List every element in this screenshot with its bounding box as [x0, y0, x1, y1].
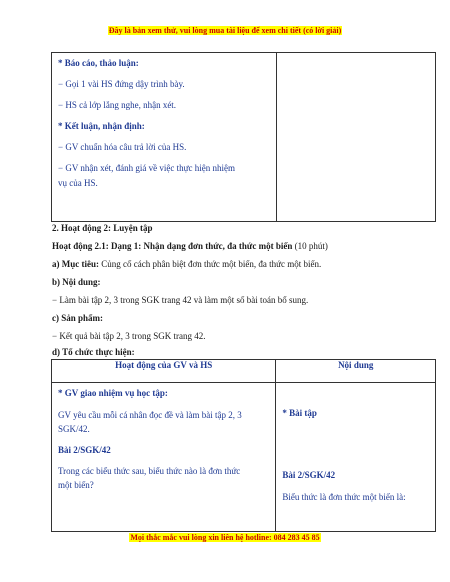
activity-title: Hoạt động 2.1: Dạng 1: Nhận dạng đơn thức, đa thức một biến (10 phút) — [52, 241, 328, 251]
answer-line: Biểu thức là đơn thức một biến là: — [282, 492, 406, 502]
content-line: − Làm bài tập 2, 3 trong SGK trang 42 và làm một số bài toán bổ sung. — [52, 295, 309, 305]
empty-cell — [276, 53, 435, 222]
discussion-table — [51, 52, 436, 222]
col-header-activity: Hoạt động của GV và HS — [52, 360, 276, 383]
product-label: c) Sản phẩm: — [52, 313, 104, 323]
exercise-heading: * Bài tập — [282, 408, 317, 418]
report-line-2: − HS cả lớp lắng nghe, nhận xét. — [58, 100, 177, 110]
preview-banner — [0, 26, 450, 35]
product-line: − Kết quả bài tập 2, 3 trong SGK trang 42. — [52, 331, 206, 341]
conclusion-line-2a: − GV nhận xét, đánh giá về việc thực hiện nhiệm — [58, 163, 235, 173]
goal-line: a) Mục tiêu: Củng cố cách phân biệt đơn thức một biến, đa thức một biến. — [52, 259, 322, 269]
col-header-content: Nội dung — [276, 360, 436, 383]
conclusion-line-2b: vụ của HS. — [58, 178, 98, 188]
task-line-1b: SGK/42. — [58, 424, 90, 434]
content-cell — [276, 383, 436, 532]
activity-table — [51, 359, 436, 532]
task-heading: * GV giao nhiệm vụ học tập: — [58, 388, 168, 398]
conclusion-line-1: − GV chuẩn hóa câu trả lời của HS. — [58, 142, 187, 152]
section-title: 2. Hoạt động 2: Luyện tập — [52, 223, 153, 233]
report-line-1: − Gọi 1 vài HS đứng dậy trình bày. — [58, 79, 185, 89]
discussion-cell — [52, 53, 277, 222]
task-line-2a: Trong các biểu thức sau, biểu thức nào là đơn thức — [58, 466, 241, 476]
task-line-2b: một biến? — [58, 480, 94, 490]
hotline-banner — [0, 533, 450, 542]
exercise-label: Bài 2/SGK/42 — [58, 445, 111, 455]
activity-cell — [52, 383, 276, 532]
exercise-label-right: Bài 2/SGK/42 — [282, 470, 336, 480]
hotline-banner-text: Mọi thắc mắc vui lòng xin liên hệ hotline: 084 283 45 85 — [130, 533, 320, 542]
task-line-1a: GV yêu cầu mỗi cá nhân đọc đề và làm bài tập 2, 3 — [58, 410, 242, 420]
report-heading: * Báo cáo, thảo luận: — [58, 58, 139, 68]
content-label: b) Nội dung: — [52, 277, 101, 287]
organize-label: d) Tổ chức thực hiện: — [52, 347, 135, 357]
preview-banner-text: Đây là bản xem thử, vui lòng mua tài liệu để xem chi tiết (có lời giải) — [108, 26, 342, 35]
conclusion-heading: * Kết luận, nhận định: — [58, 121, 145, 131]
